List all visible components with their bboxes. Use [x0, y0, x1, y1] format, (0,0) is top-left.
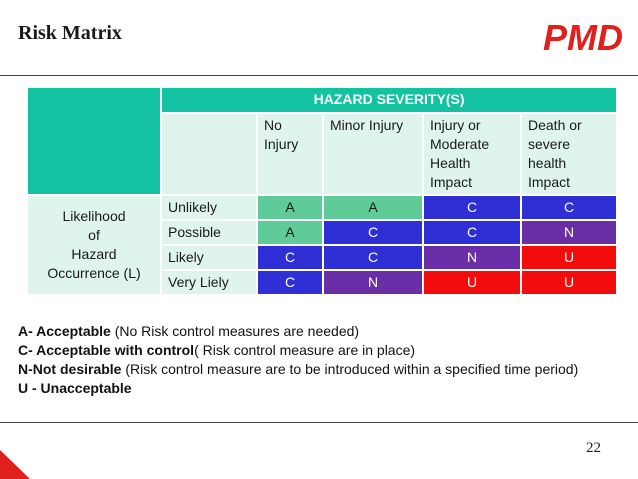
likelihood-label [27, 195, 161, 295]
corner-decoration [0, 450, 30, 479]
risk-cell: A [257, 220, 323, 245]
row-label-likely: Likely [161, 245, 257, 270]
column-header-line: Injury [264, 136, 299, 152]
legend-term: C- Acceptable with control [18, 342, 195, 358]
column-header-line: Minor Injury [330, 117, 404, 133]
row-label-very-likely: Very Liely [161, 270, 257, 295]
legend-item-with-control [18, 341, 618, 360]
column-header-death [521, 113, 617, 195]
likelihood-label-line: Occurrence (L) [47, 265, 141, 281]
top-divider [0, 75, 638, 76]
risk-cell: N [521, 220, 617, 245]
matrix-blank-header-cell [161, 113, 257, 195]
legend-item-acceptable [18, 322, 618, 341]
legend-term: U - Unacceptable [18, 380, 132, 396]
risk-cell: U [521, 270, 617, 295]
risk-cell: U [423, 270, 521, 295]
risk-matrix-table [26, 86, 618, 296]
column-header-no-injury [257, 113, 323, 195]
risk-cell: C [323, 245, 423, 270]
legend-description: (No Risk control measures are needed) [110, 323, 360, 339]
risk-cell: C [257, 245, 323, 270]
legend-description: (Risk control measure are to be introduced within a specified time period) [121, 361, 579, 377]
pmd-logo [535, 16, 631, 56]
legend-term: A- Acceptable [18, 323, 111, 339]
likelihood-label-line: Hazard [71, 246, 117, 262]
column-header-line: severe [528, 136, 571, 152]
risk-cell: C [423, 220, 521, 245]
slide-title: Risk Matrix [18, 22, 122, 44]
column-header-line: No [264, 117, 282, 133]
risk-cell: C [323, 220, 423, 245]
column-header-line: Death or [528, 117, 582, 133]
column-header-line: health [528, 155, 567, 171]
matrix-corner-cell [27, 87, 161, 195]
risk-cell: C [257, 270, 323, 295]
row-label-possible: Possible [161, 220, 257, 245]
column-header-minor-injury [323, 113, 423, 195]
risk-cell: N [323, 270, 423, 295]
column-header-line: Impact [430, 174, 473, 190]
legend-term: N-Not desirable [18, 361, 122, 377]
risk-cell: N [423, 245, 521, 270]
hazard-severity-header: HAZARD SEVERITY(S) [161, 87, 617, 113]
risk-cell: U [521, 245, 617, 270]
column-header-line: Health [430, 155, 471, 171]
column-header-line: Moderate [430, 136, 490, 152]
risk-cell: A [323, 195, 423, 220]
risk-cell: C [521, 195, 617, 220]
column-header-line: Impact [528, 174, 571, 190]
row-label-unlikely: Unlikely [161, 195, 257, 220]
likelihood-label-line: of [88, 227, 100, 243]
page-number: 22 [586, 440, 601, 456]
column-header-line: Injury or [430, 117, 481, 133]
likelihood-label-line: Likelihood [62, 208, 126, 224]
column-header-moderate [423, 113, 521, 195]
risk-cell: A [257, 195, 323, 220]
legend-item-unacceptable [18, 379, 618, 398]
pmd-logo-text: PMD [543, 17, 623, 56]
legend-description: ( Risk control measure are in place) [194, 342, 416, 358]
risk-legend [18, 322, 618, 398]
legend-item-not-desirable [18, 360, 618, 379]
bottom-divider [0, 422, 638, 423]
risk-cell: C [423, 195, 521, 220]
